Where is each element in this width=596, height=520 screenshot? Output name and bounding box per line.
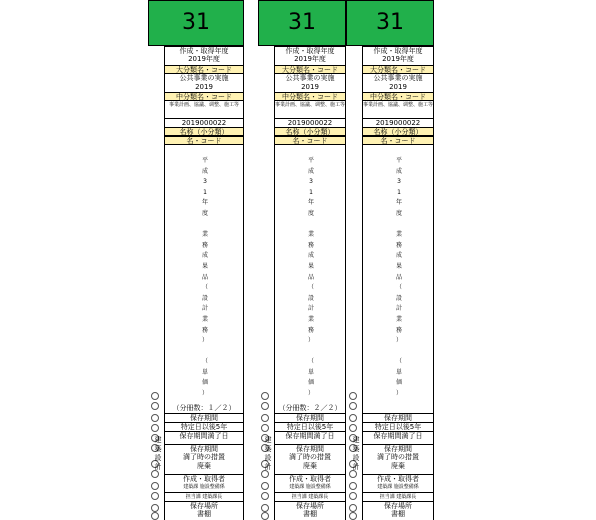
title-char: 価 [395,379,402,387]
title-char: 品 [201,273,208,281]
label-number: 31 [148,0,244,46]
title-char [305,220,317,231]
binding-hole-icon [261,414,269,422]
middle-class-value: 事業計画、協議、调整、施工等 [363,102,434,108]
label-face [274,46,346,520]
title-char: ） [307,337,314,345]
retention-period: 特定日以後5年 [275,422,345,431]
title-char: 年 [201,199,208,207]
title-char: 1 [309,188,313,196]
year-header: 作成・取得年度 [275,46,345,55]
binding-hole-icon [261,392,269,400]
major-class-value: 公共事業の実施 [285,74,335,82]
binding-hole-icon [151,504,159,512]
name-code-header: 名・コード [275,136,345,145]
title-char: 年 [307,199,314,207]
retention-label: 保存期間 [165,413,243,422]
title-char: 度 [307,209,314,217]
disposal-header2: 満了時の措置 [377,453,419,461]
title-char: 品 [307,273,314,281]
major-class-header: 大分類名・コード [165,65,243,74]
title-char: （ [395,284,402,292]
volume-count [363,404,433,413]
title-char: ） [395,337,402,345]
title-char: 務 [307,326,314,334]
creator-header: 作成・取得者 [275,474,345,483]
title-char: 単 [395,368,402,376]
title-char: 平 [307,157,314,164]
side-char: 設 [154,454,162,462]
side-char: 築 [352,445,360,453]
disposal-value: 廃棄 [197,462,211,470]
retention-end: 保存期間満了日 [275,431,345,440]
retention-end: 保存期間満了日 [363,431,433,440]
vertical-title [305,156,317,400]
middle-class-header: 中分類名・コード [165,92,243,101]
side-char: 計 [352,463,360,471]
vertical-title [199,156,211,400]
creator-header: 作成・取得者 [165,474,243,483]
side-char: 建 [352,436,360,444]
major-class-value: 公共事業の実施 [179,74,229,82]
creator-header: 作成・取得者 [363,474,433,483]
location-value: 書棚 [197,510,211,518]
location-header: 保存場所 [363,501,433,510]
location-header: 保存場所 [165,501,243,510]
title-char: 平 [395,157,402,164]
title-char: 価 [307,379,314,387]
disposal-header: 保存期間 [165,444,243,453]
volume-count: （分冊数：２／２） [278,404,342,412]
name-header: 名称（小分類） [275,127,345,136]
retention-label: 保存期間 [275,413,345,422]
location-value: 書棚 [303,510,317,518]
title-char: （ [395,358,402,366]
binding-hole-icon [349,414,357,422]
retention-label: 保存期間 [363,413,433,422]
location-header: 保存場所 [275,501,345,510]
title-char: 設 [201,294,208,302]
side-char: 計 [264,463,272,471]
binding-hole-icon [151,402,159,410]
title-char: 務 [307,241,314,249]
name-code-header: 名・コード [165,136,243,145]
title-char: 果 [395,262,402,270]
manager-value: 担当課 建築課長 [363,492,433,501]
title-char [199,347,211,358]
title-char: 成 [201,252,208,260]
retention-period: 特定日以後5年 [165,422,243,431]
title-char: 1 [203,188,207,196]
middle-class-value: 事業計画、協議、调整、施工等 [168,102,239,108]
title-char: （ [307,284,314,292]
year-value: 2019年度 [382,55,414,63]
title-char: （ [307,358,314,366]
location-value: 書棚 [391,510,405,518]
title-char: 果 [307,262,314,270]
disposal-value: 廃棄 [303,462,317,470]
disposal-value: 廃棄 [391,462,405,470]
title-char: 度 [201,209,208,217]
title-char: 計 [395,305,402,313]
binding-hole-icon [261,492,269,500]
disposal-header: 保存期間 [275,444,345,453]
label-number: 31 [346,0,434,46]
title-char: 成 [395,167,402,175]
label-face [362,46,434,520]
title-char: 業 [395,315,402,323]
side-category [264,436,272,472]
side-char: 設 [352,454,360,462]
retention-period: 特定日以後5年 [363,422,433,431]
title-char: 業 [395,231,402,239]
disposal-header2: 満了時の措置 [183,453,225,461]
major-class-header: 大分類名・コード [363,65,433,74]
creator-value: 建築課 施設整備係 [289,484,331,490]
name-header: 名称（小分類） [165,127,243,136]
spine-label-1 [148,0,244,520]
title-char: 業 [201,315,208,323]
disposal-header2: 満了時の措置 [289,453,331,461]
title-char: ） [307,390,314,398]
title-char: 価 [201,379,208,387]
binding-hole-icon [349,482,357,490]
side-category [352,436,360,472]
year-header: 作成・取得年度 [363,46,433,55]
middle-class-header: 中分類名・コード [363,92,433,101]
side-char: 設 [264,454,272,462]
title-char: 務 [395,241,402,249]
disposal-header: 保存期間 [363,444,433,453]
title-char: 成 [201,167,208,175]
title-char: 単 [201,368,208,376]
spine-label-2 [258,0,346,520]
name-code-header: 名・コード [363,136,433,145]
major-class-code: 2019 [195,83,213,91]
year-value: 2019年度 [294,55,326,63]
document-code: 2019000022 [275,118,345,127]
year-value: 2019年度 [188,55,220,63]
major-class-code: 2019 [389,83,407,91]
title-char: 1 [397,188,401,196]
side-category [154,436,162,472]
title-char: 成 [307,167,314,175]
binding-hole-icon [151,512,159,520]
title-char [305,347,317,358]
title-char: 業 [201,231,208,239]
title-char: 単 [307,368,314,376]
binding-hole-icon [151,424,159,432]
name-header: 名称（小分類） [363,127,433,136]
title-char: 務 [395,326,402,334]
binding-hole-icon [349,492,357,500]
spine-label-3 [346,0,434,520]
title-char: 品 [395,273,402,281]
title-char: （ [201,358,208,366]
vertical-title [393,156,405,400]
title-char: 成 [307,252,314,260]
binding-hole-icon [261,424,269,432]
binding-hole-icon [349,402,357,410]
title-char: 設 [395,294,402,302]
binding-hole-icon [151,414,159,422]
side-char: 建 [264,436,272,444]
title-char: （ [201,284,208,292]
creator-value: 建築課 施設整備係 [377,484,419,490]
binding-hole-icon [151,492,159,500]
manager-value: 担当課 建築課長 [165,492,243,501]
title-char: 3 [203,178,207,186]
title-char [393,220,405,231]
binding-hole-icon [151,482,159,490]
title-char: 果 [201,262,208,270]
title-char: 業 [307,315,314,323]
title-char: 3 [309,178,313,186]
binding-hole-icon [261,504,269,512]
side-char: 計 [154,463,162,471]
major-class-header: 大分類名・コード [275,65,345,74]
document-code: 2019000022 [165,118,243,127]
middle-class-value: 事業計画、協議、调整、施工等 [275,102,346,108]
title-char: 務 [201,241,208,249]
title-char: 業 [307,231,314,239]
binding-hole-icon [349,424,357,432]
volume-count: （分冊数：１／２） [172,404,236,412]
title-char: ） [201,337,208,345]
title-char: ） [201,390,208,398]
side-char: 建 [154,436,162,444]
title-char: 平 [201,157,208,164]
binding-hole-icon [349,512,357,520]
binding-hole-icon [349,392,357,400]
binding-hole-icon [261,482,269,490]
title-char: 年 [395,199,402,207]
side-char: 築 [154,445,162,453]
document-code: 2019000022 [363,118,433,127]
binding-hole-icon [151,392,159,400]
middle-class-header: 中分類名・コード [275,92,345,101]
retention-end: 保存期間満了日 [165,431,243,440]
major-class-value: 公共事業の実施 [373,74,423,82]
title-char [393,347,405,358]
creator-value: 建築課 施設整備係 [183,484,225,490]
major-class-code: 2019 [301,83,319,91]
title-char: 度 [395,209,402,217]
binding-hole-icon [261,512,269,520]
title-char: 設 [307,294,314,302]
label-number: 31 [258,0,346,46]
title-char: 計 [307,305,314,313]
title-char: ） [395,390,402,398]
label-face [164,46,244,520]
title-char: 3 [397,178,401,186]
title-char: 務 [201,326,208,334]
title-char: 成 [395,252,402,260]
manager-value: 担当課 建築課長 [275,492,345,501]
binding-hole-icon [261,402,269,410]
binding-hole-icon [349,504,357,512]
title-char [199,220,211,231]
side-char: 築 [264,445,272,453]
title-char: 計 [201,305,208,313]
year-header: 作成・取得年度 [165,46,243,55]
